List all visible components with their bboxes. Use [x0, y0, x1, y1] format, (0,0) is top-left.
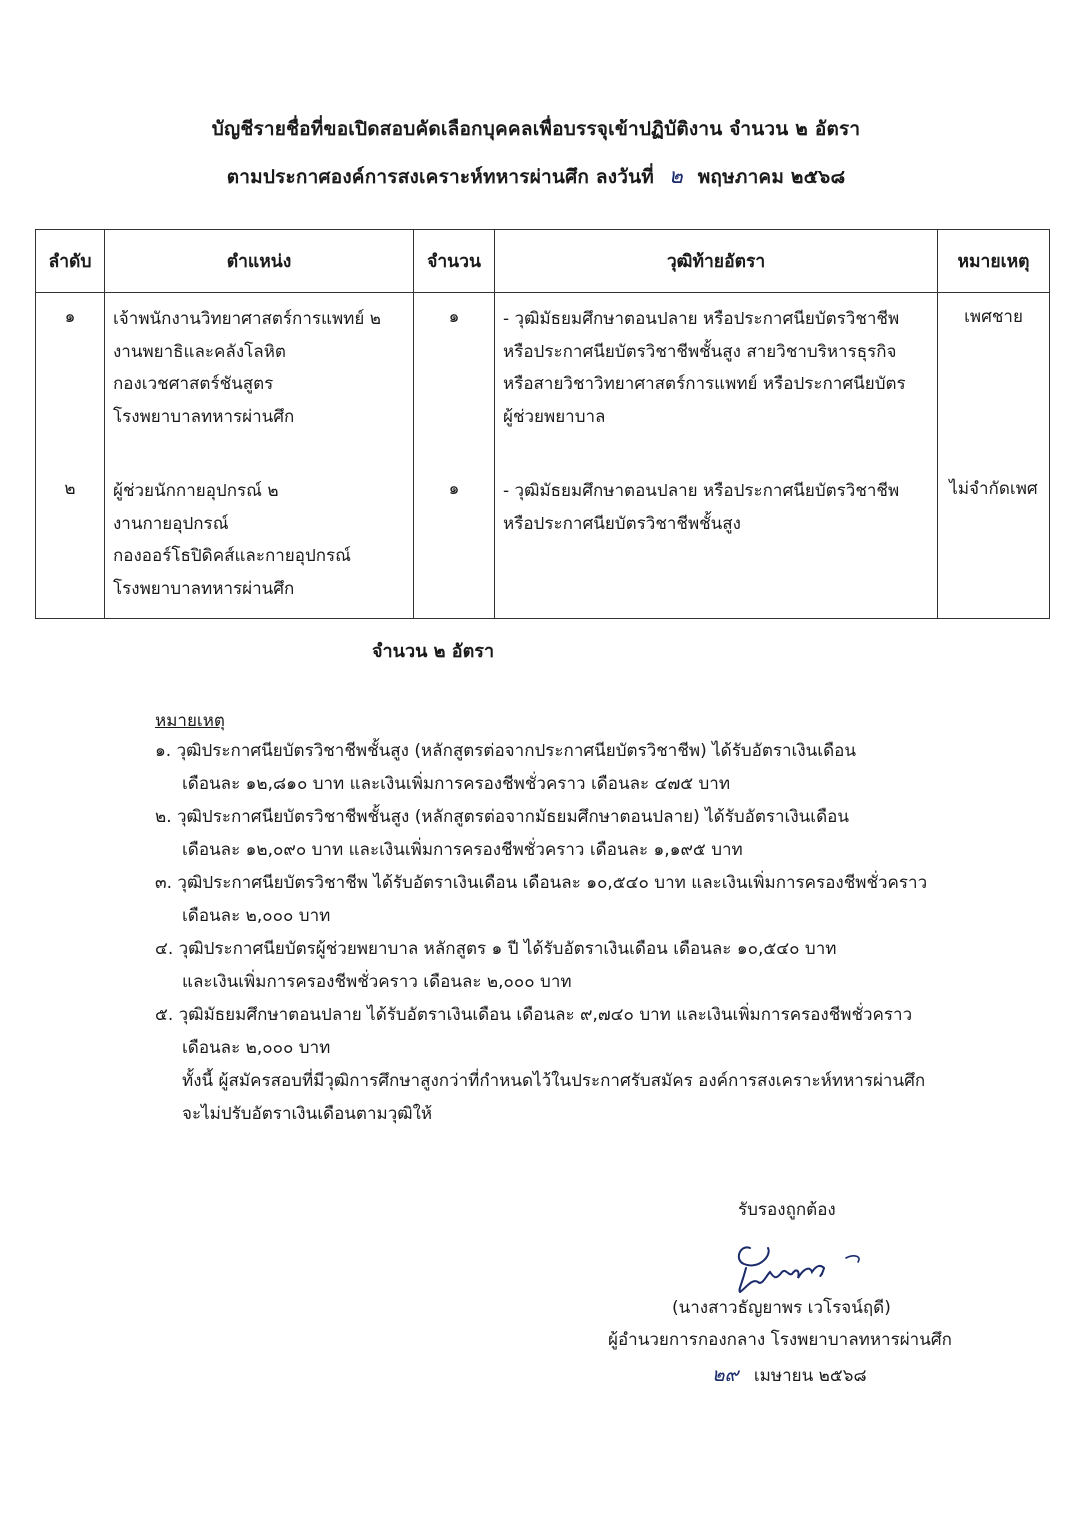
qualification-line: ผู้ช่วยพยาบาล	[503, 406, 606, 427]
subtitle-suffix: พฤษภาคม ๒๕๖๘	[697, 166, 846, 188]
position-line: ผู้ช่วยนักกายอุปกรณ์ ๒	[113, 481, 279, 501]
signature-date-rest: เมษายน ๒๕๖๘	[753, 1366, 867, 1386]
table-row	[36, 293, 1050, 466]
row-position	[105, 293, 414, 466]
row-qualification	[495, 293, 938, 466]
header-position: ตำแหน่ง	[105, 230, 414, 293]
note-line: เดือนละ ๒,๐๐๐ บาท	[182, 906, 331, 926]
row-qualification	[495, 465, 938, 619]
position-line: กองออร์โธปิดิคส์และกายอุปกรณ์	[113, 546, 351, 566]
notes-heading: หมายเหตุ	[155, 711, 225, 731]
note-line: ๔. วุฒิประกาศนียบัตรผู้ช่วยพยาบาล หลักสูตร ๑ ปี ได้รับอัตราเงินเดือน เดือนละ ๑๐,๕๔๐ บาท	[155, 939, 837, 959]
qualification-line: - วุฒิมัธยมศึกษาตอนปลาย หรือประกาศนียบัตรวิชาชีพ	[503, 481, 900, 501]
total-count: จำนวน ๒ อัตรา	[372, 641, 495, 662]
position-line: กองเวชศาสตร์ชันสูตร	[113, 374, 274, 394]
row-no: ๒	[36, 465, 105, 619]
position-line: งานกายอุปกรณ์	[113, 513, 229, 534]
qualification-line: หรือประกาศนียบัตรวิชาชีพชั้นสูง	[503, 513, 741, 534]
row-count: ๑	[414, 293, 495, 466]
certify-label: รับรองถูกต้อง	[738, 1200, 836, 1220]
note-line: ๑. วุฒิประกาศนียบัตรวิชาชีพชั้นสูง (หลักสูตรต่อจากประกาศนียบัตรวิชาชีพ) ได้รับอัตราเงินเดือน	[155, 741, 856, 761]
row-remark: เพศชาย	[938, 293, 1050, 466]
note-line: เดือนละ ๒,๐๐๐ บาท	[182, 1038, 331, 1058]
notes-section	[155, 707, 1035, 1131]
position-line: งานพยาธิและคลังโลหิต	[113, 341, 286, 362]
note-line: เดือนละ ๑๒,๘๑๐ บาท และเงินเพิ่มการครองชีพชั่วคราว เดือนละ ๔๗๕ บาท	[182, 774, 731, 794]
row-position	[105, 465, 414, 619]
header-qualification: วุฒิท้ายอัตรา	[495, 230, 938, 293]
signatory-name: (นางสาวธัญยาพร เวโรจน์ฤดี)	[672, 1298, 891, 1318]
row-remark: ไม่จำกัดเพศ	[938, 465, 1050, 619]
table-row	[36, 465, 1050, 619]
positions-table	[35, 229, 1050, 619]
position-line: โรงพยาบาลทหารผ่านศึก	[113, 578, 295, 599]
note-line: ๒. วุฒิประกาศนียบัตรวิชาชีพชั้นสูง (หลักสูตรต่อจากมัธยมศึกษาตอนปลาย) ได้รับอัตราเงินเดือน	[155, 807, 849, 827]
note-line: ทั้งนี้ ผู้สมัครสอบที่มีวุฒิการศึกษาสูงกว่าที่กำหนดไว้ในประกาศรับสมัคร องค์การสงเคราะห์ทหารผ่านศึก	[182, 1071, 926, 1091]
header-count: จำนวน	[414, 230, 495, 293]
qualification-line: - วุฒิมัธยมศึกษาตอนปลาย หรือประกาศนียบัตรวิชาชีพ	[503, 309, 900, 329]
position-line: เจ้าพนักงานวิทยาศาสตร์การแพทย์ ๒	[113, 309, 381, 329]
qualification-line: หรือประกาศนียบัตรวิชาชีพชั้นสูง สายวิชาบริหารธุรกิจ	[503, 341, 897, 362]
table-header-row	[36, 230, 1050, 293]
document-subtitle	[0, 160, 1072, 193]
note-line: เดือนละ ๑๒,๐๙๐ บาท และเงินเพิ่มการครองชีพชั่วคราว เดือนละ ๑,๑๙๕ บาท	[182, 840, 743, 860]
signature-date	[712, 1360, 867, 1390]
position-line: โรงพยาบาลทหารผ่านศึก	[113, 406, 295, 427]
note-line: จะไม่ปรับอัตราเงินเดือนตามวุฒิให้	[182, 1104, 433, 1124]
note-line: ๓. วุฒิประกาศนียบัตรวิชาชีพ ได้รับอัตราเงินเดือน เดือนละ ๑๐,๕๔๐ บาท และเงินเพิ่มการครองชีพชั่วคราว	[155, 873, 928, 893]
subtitle-prefix: ตามประกาศองค์การสงเคราะห์ทหารผ่านศึก ลงวันที่	[226, 166, 654, 188]
document-title: บัญชีรายชื่อที่ขอเปิดสอบคัดเลือกบุคคลเพื่อบรรจุเข้าปฏิบัติงาน จำนวน ๒ อัตรา	[211, 118, 861, 140]
handwritten-day: ๒	[668, 164, 683, 188]
qualification-line: หรือสายวิชาวิทยาศาสตร์การแพทย์ หรือประกาศนียบัตร	[503, 374, 906, 394]
row-no: ๑	[36, 293, 105, 466]
note-line: และเงินเพิ่มการครองชีพชั่วคราว เดือนละ ๒,๐๐๐ บาท	[182, 972, 572, 992]
header-no: ลำดับ	[36, 230, 105, 293]
handwritten-signature	[728, 1238, 878, 1298]
row-count: ๑	[414, 465, 495, 619]
signatory-position: ผู้อำนวยการกองกลาง โรงพยาบาลทหารผ่านศึก	[608, 1330, 952, 1350]
header-remark: หมายเหตุ	[938, 230, 1050, 293]
signature-date-day: ๒๙	[712, 1364, 739, 1386]
note-line: ๕. วุฒิมัธยมศึกษาตอนปลาย ได้รับอัตราเงินเดือน เดือนละ ๙,๗๔๐ บาท และเงินเพิ่มการครองชีพชั่วคราว	[155, 1005, 913, 1025]
